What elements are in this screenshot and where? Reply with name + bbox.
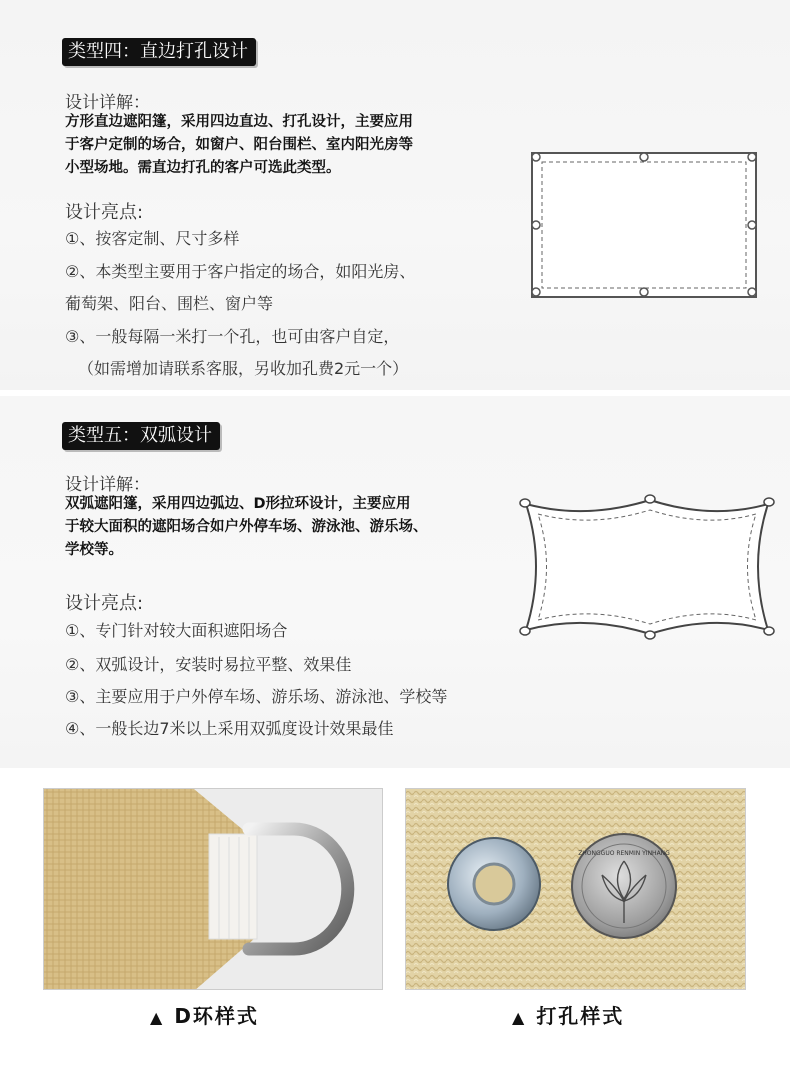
detail-line: 于客户定制的场合，如窗户、阳台围栏、室内阳光房等 [65,137,413,153]
grommet-coin-illustration [406,789,746,990]
highlight-item: ②、双弧设计，安装时易拉平整、效果佳 [65,655,352,674]
d-ring-caption [150,1000,259,1029]
highlight-item: ③、一般每隔一米打一个孔，也可由客户自定， [65,327,400,346]
detail-line: 方形直边遮阳篷，采用四边直边、打孔设计，主要应用 [65,114,413,130]
grommet-photo [405,788,746,990]
highlight-item: ③、主要应用于户外停车场、游乐场、游泳池、学校等 [65,687,448,706]
grommet-caption [512,1000,624,1029]
highlight-item: ④、一般长边7米以上采用双弧度设计效果最佳 [65,719,394,738]
detail-line: 小型场地。需直边打孔的客户可选此类型。 [65,160,341,176]
d-ring-illustration [44,789,383,990]
detail-line: 双弧遮阳篷，采用四边弧边、D形拉环设计，主要应用 [65,496,411,512]
caption-text: 打孔样式 [536,1004,625,1028]
d-ring-photo [43,788,383,990]
type5-detail-heading: 设计详解： [65,475,150,495]
detail-line: 学校等。 [65,542,123,558]
type5-tag: 类型五：双弧设计 [62,422,220,450]
highlight-item: ②、本类型主要用于客户指定的场合，如阳光房、 [65,262,416,281]
type4-detail [65,111,485,180]
triangle-up-icon: ▲ [512,1008,527,1027]
triangle-up-icon: ▲ [150,1008,165,1027]
type4-detail-heading: 设计详解： [65,93,150,113]
double-arc-diagram [516,492,780,644]
type4-section [0,0,790,390]
highlight-item: ①、按客定制、尺寸多样 [65,229,240,248]
type4-tag: 类型四：直边打孔设计 [62,38,256,66]
detail-line: 于较大面积的遮阳场合如户外停车场、游泳池、游乐场、 [65,519,428,535]
type4-highlight-heading: 设计亮点: [65,202,144,223]
type5-section [0,396,790,768]
caption-text: D环样式 [174,1004,259,1028]
coin-text: ZHONGGUO RENMIN YINHANG [578,850,670,857]
highlight-item: 葡萄架、阳台、围栏、窗户等 [65,294,274,313]
type5-detail [65,493,485,562]
highlight-item: ①、专门针对较大面积遮阳场合 [65,621,288,640]
highlight-item: （如需增加请联系客服，另收加孔费2元一个） [78,359,409,378]
type5-highlight-heading: 设计亮点: [65,593,144,614]
rectangle-grommet-diagram [526,145,764,305]
